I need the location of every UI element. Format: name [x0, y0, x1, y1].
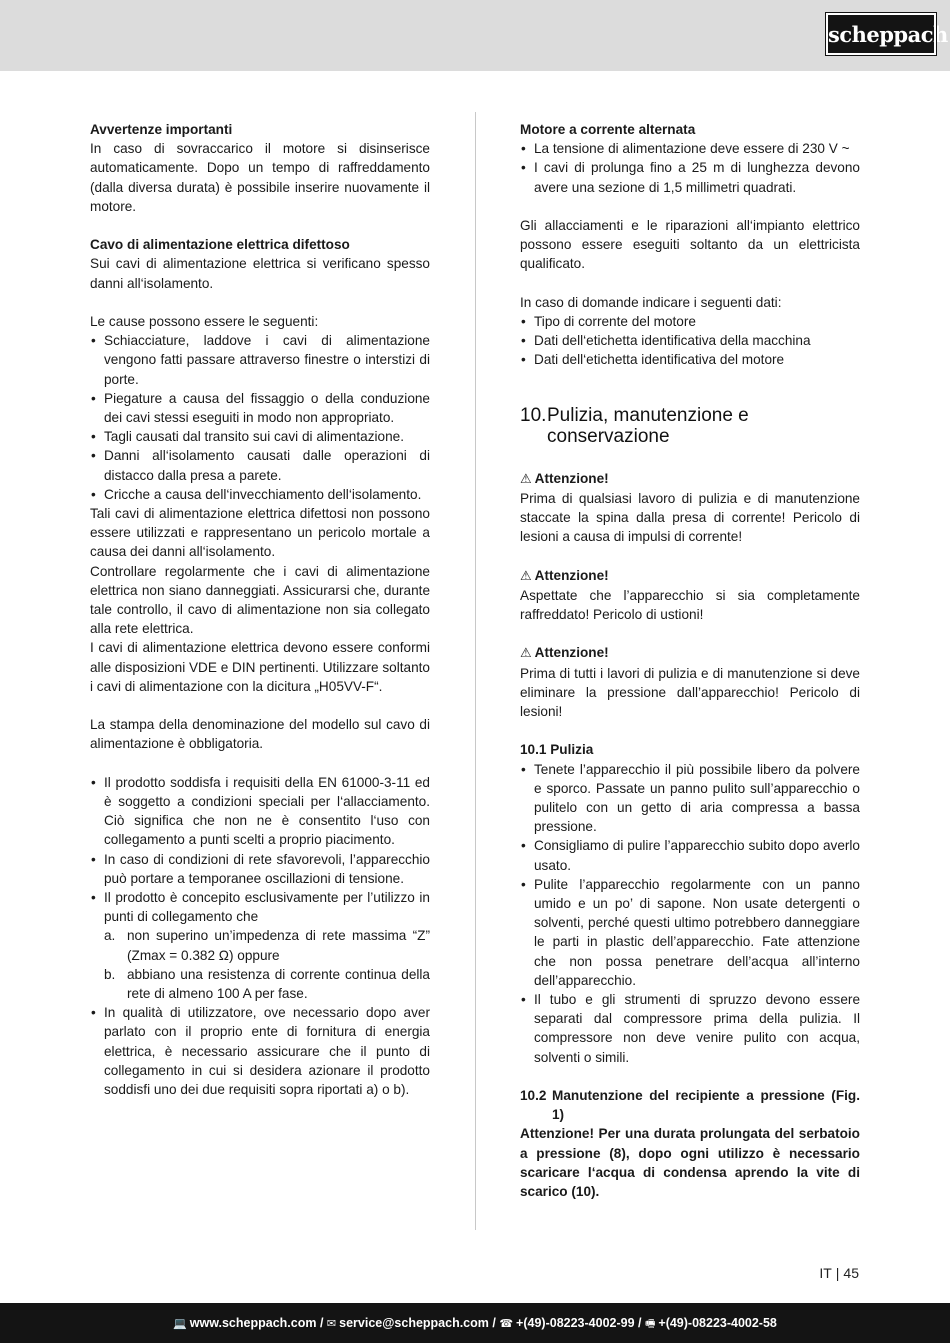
footer-email-link[interactable]: service@scheppach.com [339, 1316, 489, 1330]
heading-defective-cable: Cavo di alimentazione elettrica difettoso [90, 237, 350, 253]
paragraph-insulation-damage: Sui cavi di alimentazione elettrica si verificano spesso danni all‘isolamento. [90, 256, 430, 291]
footer-separator: / [638, 1316, 642, 1330]
warning-icon: ⚠ [520, 471, 532, 487]
list-item: • Tenete l’apparecchio il più possibile libero da polvere e sporco. Passate un panno pulito sull’apparecchio o pulitelo con un getto di aria compressa a bassa pressione. [520, 760, 860, 837]
warning-label: Attenzione! [534, 470, 609, 486]
page-number-value: 45 [843, 1265, 859, 1281]
list-item: • In caso di condizioni di rete sfavorevoli, l’apparecchio può portare a temporanee oscillazioni di tensione. [90, 850, 430, 888]
phone-icon: ☎ [499, 1317, 514, 1330]
header-bar [0, 0, 950, 71]
list-item: • Cricche a causa dell‘invecchiamento dell‘isolamento. [90, 485, 430, 504]
paragraph-questions-intro: In caso di domande indicare i seguenti dati: [520, 294, 782, 310]
paragraph-defective-danger: Tali cavi di alimentazione elettrica difettosi non possono essere utilizzati e rappresentano un pericolo mortale a causa dei danni all‘isolamento. [90, 506, 430, 560]
section-title-line1: Pulizia, manutenzione e [547, 404, 749, 426]
page-language: IT [819, 1265, 832, 1281]
footer-website-link[interactable]: www.scheppach.com [189, 1316, 317, 1330]
paragraph-model-print: La stampa della denominazione del modello sul cavo di alimentazione è obbligatoria. [90, 717, 430, 752]
list-item: • Danni all‘isolamento causati dalle operazioni di distacco dalla presa a parete. [90, 446, 430, 484]
list-item: • Pulite l’apparecchio regolarmente con un panno umido e un po’ di sapone. Non usate detergenti o solventi, perché questi ultimo potrebbero danneggiare le parti in plastic dell’apparecchio. Fate attenzione che non possa penetrare dell’acqua all’interno dell’apparecchio. [520, 875, 860, 990]
list-item: • Consigliamo di pulire l’apparecchio subito dopo averlo usato. [520, 836, 860, 874]
list-item: • Il prodotto soddisfa i requisiti della EN 61000-3-11 ed è soggetto a condizioni speciali per l‘allacciamento. Ciò significa che non ne è consentito l‘uso con collegamento a punti scelti a proprio piacimento. [90, 773, 430, 850]
brand-logo[interactable]: scheppach [826, 13, 936, 55]
heading-important-warnings: Avvertenze importanti [90, 122, 233, 137]
list-item: • Il tubo e gli strumenti di spruzzo devono essere separati dal compressore prima della pulizia. Il compressore non deve venire pulito con acqua, solventi o simili. [520, 990, 860, 1067]
heading-cleaning: 10.1 Pulizia [520, 742, 594, 758]
right-column [520, 120, 860, 1201]
sub-list [104, 926, 430, 1003]
footer-fax: +(49)-08223-4002-58 [658, 1316, 777, 1330]
warning-label: Attenzione! [534, 645, 609, 661]
cleaning-list [520, 760, 860, 1067]
paragraph-electrician: Gli allacciamenti e le riparazioni all‘impianto elettrico possono essere eseguiti soltanto da un elettricista qualificato. [520, 218, 860, 272]
computer-icon: 💻 [173, 1317, 187, 1330]
heading-ac-motor: Motore a corrente alternata [520, 122, 696, 137]
sub-list-item [104, 965, 430, 1003]
motor-list [520, 139, 860, 197]
footer-separator: / [319, 1316, 324, 1330]
warning-heading [520, 469, 860, 489]
list-item: • Tipo di corrente del motore [520, 312, 860, 331]
footer-phone[interactable]: +(49)-08223-4002-99 [516, 1316, 635, 1330]
requirements-list [90, 773, 430, 1099]
envelope-icon: ✉ [326, 1317, 337, 1330]
list-item: • Piegature a causa del fissaggio o della conduzione dei cavi stessi eseguiti in modo non appropriato. [90, 389, 430, 427]
section-number: 10. [520, 404, 547, 426]
section-title-line2: conservazione [547, 425, 670, 447]
sub-list-marker: a. [104, 928, 116, 944]
paragraph-warning-cooldown: Aspettate che l’apparecchio si sia completamente raffreddato! Pericolo di ustioni! [520, 587, 860, 623]
paragraph-causes-intro: Le cause possono essere le seguenti: [90, 314, 319, 329]
warning-label: Attenzione! [534, 567, 609, 583]
sub-list-text: non superino un’impedenza di rete massima “Z” (Zmax = 0.382 Ω) oppure [127, 928, 430, 963]
paragraph-condensate: Attenzione! Per una durata prolungata del serbatoio a pressione (8), dopo ogni utilizzo è necessario scaricare l‘acqua di condensa aprendo la vite di scarico (10). [520, 1126, 860, 1200]
list-item: • Schiacciature, laddove i cavi di alimentazione vengono fatti passare attraverso finestre o interstizi di porte. [90, 331, 430, 389]
warning-icon: ⚠ [520, 646, 532, 662]
page-separator: | [835, 1265, 840, 1281]
paragraph-warning-pressure: Prima di tutti i lavori di pulizia e di manutenzione si deve eliminare la pressione dall’apparecchio! Pericolo di lesioni! [520, 665, 860, 720]
paragraph-warning-unplug: Prima di qualsiasi lavoro di pulizia e di manutenzione staccate la spina dalla presa di corrente! Pericolo di lesioni a causa di impulsi di corrente! [520, 490, 860, 545]
heading-pressure-vessel [520, 1086, 860, 1124]
list-item [90, 888, 430, 1003]
sub-list-text: abbiano una resistenza di corrente continua della rete di almeno 100 A per fase. [127, 966, 430, 1002]
causes-list [90, 331, 430, 504]
warning-heading [520, 566, 860, 586]
paragraph-overload: In caso di sovraccarico il motore si disinserisce automaticamente. Dopo un tempo di raffreddamento (dalla diversa durata) è possibile inserire nuovamente il motore. [90, 141, 430, 214]
paragraph-check-cables: Controllare regolarmente che i cavi di alimentazione elettrica non siano danneggiati. Assicurarsi che, durante tale controllo, il cavo di alimentazione non sia collegato alla rete elettrica. [90, 563, 430, 637]
heading-text: Manutenzione del recipiente a pressione (Fig. 1) [552, 1088, 860, 1123]
fax-icon: 🖷 [645, 1317, 656, 1330]
list-item: • I cavi di prolunga fino a 25 m di lunghezza devono avere una sezione di 1,5 millimetri quadrati. [520, 158, 860, 196]
page-number [819, 1264, 859, 1283]
left-column [90, 120, 430, 1099]
sub-list-item [104, 926, 430, 964]
list-item: • Dati dell‘etichetta identificativa del motore [520, 350, 860, 369]
list-item-text: Il prodotto è concepito esclusivamente per l’utilizzo in punti di collegamento che [104, 890, 430, 925]
list-item: • Dati dell‘etichetta identificativa della macchina [520, 331, 860, 350]
section-title [520, 405, 860, 447]
paragraph-conformity: I cavi di alimentazione elettrica devono essere conformi alle disposizioni VDE e DIN pertinenti. Utilizzare soltanto i cavi di alimentazione con la dicitura „H05VV-F“. [90, 640, 430, 694]
list-item: • In qualità di utilizzatore, ove necessario dopo aver parlato con il proprio ente di fornitura di energia elettrica, è necessario assicurare che il punto di collegamento in cui si desidera azionare il prodotto soddisfi uno dei due requisiti sopra riportati a) o b). [90, 1003, 430, 1099]
sub-list-marker: b. [104, 966, 116, 982]
list-item: • Tagli causati dal transito sui cavi di alimentazione. [90, 427, 430, 446]
list-item: • La tensione di alimentazione deve essere di 230 V ~ [520, 139, 860, 158]
footer-bar [0, 1303, 950, 1343]
heading-number: 10.2 [520, 1088, 547, 1104]
warning-icon: ⚠ [520, 568, 532, 584]
footer-separator: / [492, 1316, 496, 1330]
warning-heading [520, 643, 860, 663]
questions-list [520, 312, 860, 370]
column-divider [475, 112, 476, 1230]
